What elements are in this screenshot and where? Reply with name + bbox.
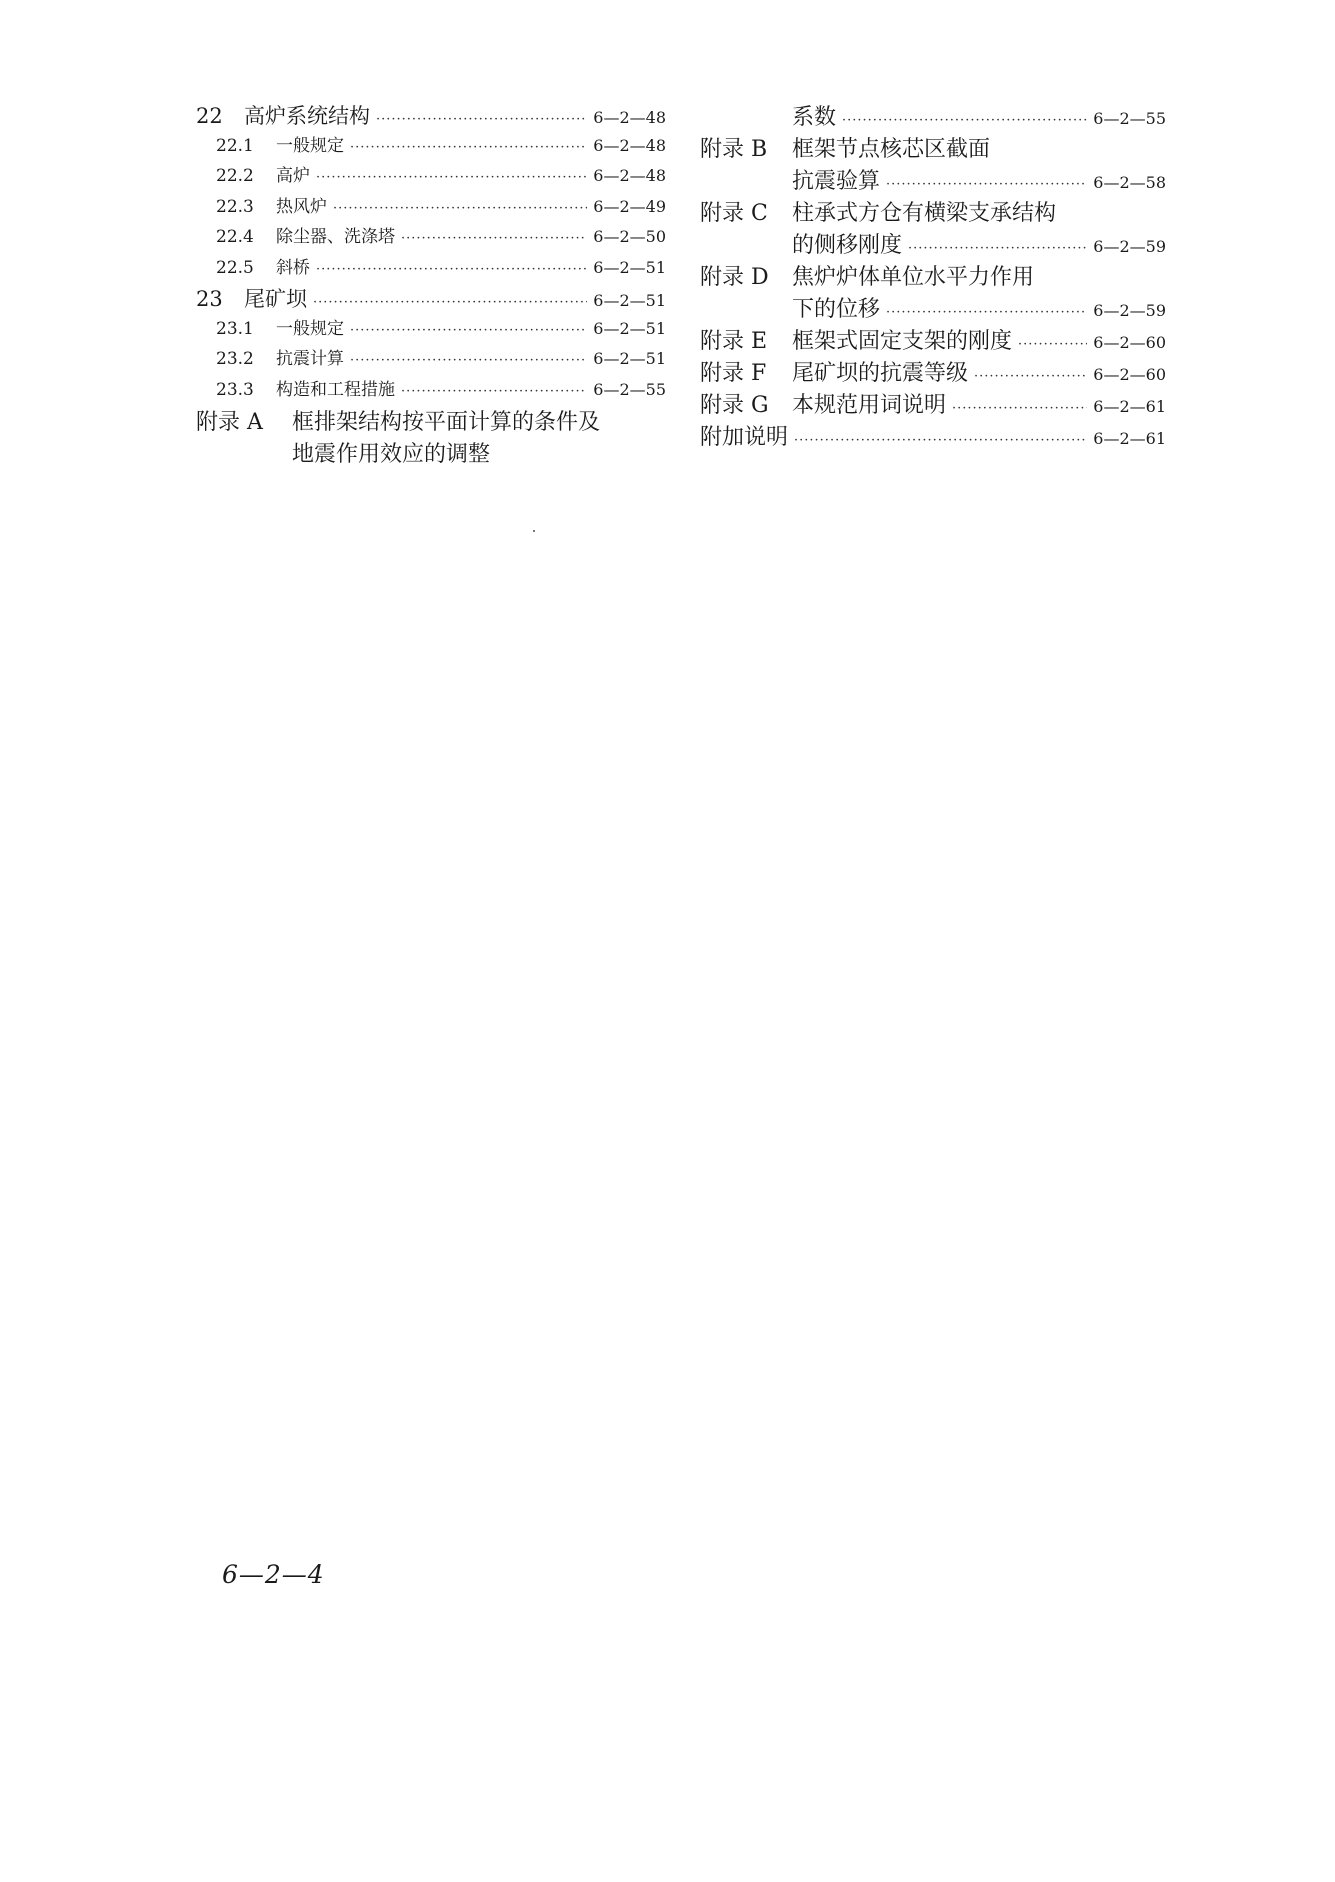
page-ref: 6—2—59	[1093, 301, 1166, 320]
toc-entry-23[interactable]	[196, 283, 666, 314]
toc-right-column	[700, 100, 1166, 452]
page-ref: 6—2—50	[593, 227, 666, 246]
section-title: 尾矿坝	[244, 287, 307, 311]
toc-entry-appendix-d[interactable]	[700, 260, 1166, 292]
page-ref: 6—2—61	[1093, 429, 1166, 448]
section-title: 抗震计算	[276, 349, 344, 369]
page-ref: 6—2—60	[1093, 365, 1166, 384]
appendix-label: 附录 E	[700, 329, 768, 354]
toc-entry-23-1[interactable]	[196, 314, 666, 345]
appendix-title-line1: 柱承式方仓有横梁支承结构	[792, 201, 1057, 226]
section-title: 一般规定	[276, 135, 344, 156]
toc-entry-appendix-c[interactable]	[700, 196, 1166, 228]
leader-dots	[350, 323, 587, 338]
toc-entry-22-5[interactable]	[196, 253, 666, 284]
section-number: 22.3	[216, 196, 254, 217]
leader-dots	[794, 433, 1087, 448]
toc-entry-appendix-b-cont[interactable]	[700, 164, 1166, 196]
section-number: 23.2	[216, 349, 254, 369]
appendix-title: 框架式固定支架的刚度	[792, 329, 1013, 354]
appendix-title-line2: 抗震验算	[792, 169, 881, 194]
toc-entry-appendix-f[interactable]	[700, 356, 1166, 388]
appendix-title: 尾矿坝的抗震等级	[792, 361, 969, 386]
toc-entry-22-1[interactable]	[196, 131, 666, 162]
leader-dots	[316, 170, 587, 185]
toc-entry-appendix-c-cont[interactable]	[700, 228, 1166, 260]
toc-entry-appendix-e[interactable]	[700, 324, 1166, 356]
toc-entry-appendix-a-cont	[196, 437, 666, 469]
page-ref: 6—2—61	[1093, 397, 1166, 416]
appendix-label: 附录 C	[700, 201, 768, 226]
appendix-title: 本规范用词说明	[792, 393, 947, 418]
page-ref: 6—2—48	[593, 108, 666, 127]
appendix-title-line1: 焦炉炉体单位水平力作用	[792, 265, 1035, 290]
leader-dots	[333, 201, 587, 216]
toc-entry-additional-notes[interactable]	[700, 420, 1166, 452]
toc-entry-22-4[interactable]	[196, 222, 666, 253]
appendix-label: 附录 D	[700, 265, 769, 290]
appendix-title-line1: 框排架结构按平面计算的条件及	[292, 410, 601, 435]
page-folio: 6—2—4	[222, 1560, 325, 1589]
leader-dots	[350, 140, 587, 155]
page-ref: 6—2—51	[593, 318, 666, 338]
page-ref: 6—2—48	[593, 135, 666, 155]
page-ref: 6—2—55	[593, 379, 666, 399]
toc-entry-appendix-b[interactable]	[700, 132, 1166, 164]
appendix-label: 附录 A	[196, 410, 263, 435]
leader-dots	[1018, 337, 1087, 352]
toc-left-column	[196, 100, 666, 469]
leader-dots	[401, 231, 587, 246]
appendix-label: 附录 G	[700, 393, 769, 418]
toc-entry-22-3[interactable]	[196, 192, 666, 223]
section-number: 22.2	[216, 166, 254, 186]
page-ref: 6—2—48	[593, 166, 666, 185]
page-ref: 6—2—58	[1093, 173, 1166, 192]
leader-dots	[974, 369, 1087, 384]
additional-notes-title: 附加说明	[700, 425, 789, 450]
section-title: 高炉系统结构	[244, 104, 370, 128]
section-title: 热风炉	[276, 196, 327, 217]
section-number: 23.3	[216, 379, 254, 400]
toc-entry-22-2[interactable]	[196, 161, 666, 192]
toc-entry-23-2[interactable]	[196, 344, 666, 375]
toc-entry-appendix-a-tail[interactable]	[700, 100, 1166, 132]
toc-entry-appendix-a[interactable]	[196, 405, 666, 437]
leader-dots	[401, 384, 587, 399]
page-ref: 6—2—51	[593, 291, 666, 310]
leader-dots	[842, 113, 1087, 128]
page-ref: 6—2—51	[593, 349, 666, 368]
leader-dots	[313, 295, 587, 310]
section-number: 22.1	[216, 135, 254, 156]
page-ref: 6—2—60	[1093, 333, 1166, 352]
leader-dots	[886, 177, 1087, 192]
scan-speck	[533, 530, 535, 532]
appendix-title-line2: 地震作用效应的调整	[292, 442, 491, 467]
appendix-title-line3: 系数	[792, 105, 837, 130]
section-number: 23.1	[216, 318, 254, 339]
page-ref: 6—2—59	[1093, 237, 1166, 256]
page-ref: 6—2—51	[593, 257, 666, 277]
toc-entry-22[interactable]	[196, 100, 666, 131]
leader-dots	[350, 353, 587, 368]
page-ref: 6—2—55	[1093, 109, 1166, 128]
leader-dots	[908, 241, 1087, 256]
leader-dots	[376, 112, 587, 127]
toc-entry-appendix-d-cont[interactable]	[700, 292, 1166, 324]
appendix-title-line2: 下的位移	[792, 297, 881, 322]
section-title: 斜桥	[276, 257, 310, 278]
section-title: 一般规定	[276, 318, 344, 339]
section-number: 22.5	[216, 257, 254, 278]
leader-dots	[316, 262, 587, 277]
appendix-title-line1: 框架节点核芯区截面	[792, 137, 991, 162]
section-title: 除尘器、洗涤塔	[276, 227, 395, 247]
section-title: 高炉	[276, 166, 310, 186]
appendix-label: 附录 F	[700, 361, 767, 386]
toc-entry-23-3[interactable]	[196, 375, 666, 406]
appendix-title-line2: 的侧移刚度	[792, 233, 903, 258]
section-number: 23	[196, 287, 223, 311]
section-title: 构造和工程措施	[276, 379, 395, 400]
leader-dots	[886, 305, 1087, 320]
page-ref: 6—2—49	[593, 196, 666, 216]
appendix-label: 附录 B	[700, 137, 768, 162]
section-number: 22	[196, 104, 223, 128]
toc-entry-appendix-g[interactable]	[700, 388, 1166, 420]
section-number: 22.4	[216, 227, 254, 247]
leader-dots	[952, 401, 1087, 416]
